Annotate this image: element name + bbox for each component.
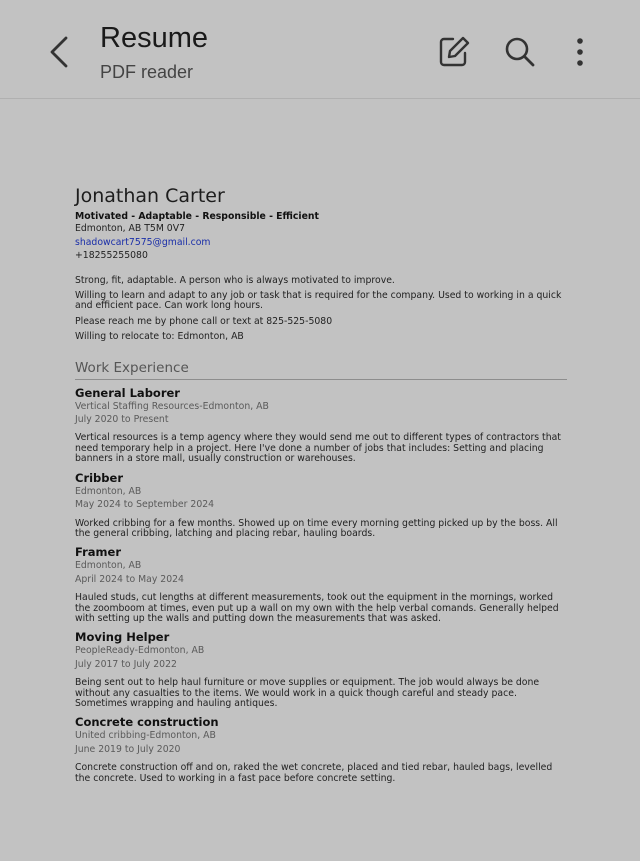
search-icon — [500, 32, 540, 72]
job-company: United cribbing-Edmonton, AB — [75, 730, 216, 742]
job-dates: June 2019 to July 2020 — [75, 743, 181, 755]
resume-phone: +18255255080 — [75, 250, 148, 262]
job-title: General Laborer — [75, 385, 180, 400]
edit-button[interactable] — [434, 32, 474, 72]
resume-tagline: Motivated - Adaptable - Responsible - Efficient — [75, 211, 319, 222]
job-entry — [75, 386, 567, 465]
job-company: PeopleReady-Edmonton, AB — [75, 645, 205, 657]
job-company: Edmonton, AB — [75, 485, 142, 497]
job-title: Framer — [75, 545, 122, 560]
job-description: Vertical resources is a temp agency where they would send me out to different types of contractors that need temporary help in a project. Here I've done a number of jobs that includes: Setting and placing banners in a store mall, usually construction or warehouses. — [75, 432, 561, 465]
app-title: Resume — [100, 22, 208, 54]
job-dates: May 2024 to September 2024 — [75, 499, 215, 511]
job-title: Concrete construction — [75, 715, 219, 730]
search-button[interactable] — [500, 32, 540, 72]
resume-summary — [75, 276, 567, 343]
summary-paragraph: Willing to relocate to: Edmonton, AB — [75, 331, 244, 343]
job-entry — [75, 715, 567, 784]
back-arrow-icon — [40, 30, 80, 74]
job-description: Concrete construction off and on, raked the wet concrete, placed and tied rebar, hauled bags, levelled the concrete. Used to working in a fast pace before concrete setting. — [75, 762, 553, 784]
summary-paragraph: Strong, fit, adaptable. A person who is always motivated to improve. — [75, 274, 395, 286]
job-title: Moving Helper — [75, 630, 170, 645]
resume-location: Edmonton, AB T5M 0V7 — [75, 223, 186, 235]
summary-paragraph: Willing to learn and adapt to any job or task that is required for the company. Used to working in a quick and efficient pace. Can work long hours. — [75, 290, 562, 312]
job-entry — [75, 471, 567, 540]
summary-paragraph: Please reach me by phone call or text at 825-525-5080 — [75, 315, 333, 327]
back-button[interactable] — [40, 30, 80, 74]
edit-icon — [434, 32, 474, 72]
job-title: Cribber — [75, 470, 123, 485]
job-description: Being sent out to help haul furniture or move supplies or equipment. The job would always be done without any casualties to the items. We would work in a quick though careful and steady pace. Sometimes wrapping and hauling antiques. — [75, 677, 540, 709]
resume-email-link[interactable]: shadowcart7575@gmail.com — [75, 236, 211, 248]
work-experience-heading: Work Experience — [75, 359, 567, 380]
job-dates: July 2017 to July 2022 — [75, 658, 177, 670]
job-entry — [75, 545, 567, 624]
job-company: Edmonton, AB — [75, 560, 142, 572]
job-company: Vertical Staffing Resources-Edmonton, AB — [75, 400, 269, 412]
app-subtitle: PDF reader — [100, 62, 194, 82]
job-description: Hauled studs, cut lengths at different measurements, took out the equipment in the mornings, worked the zoomboom at times, even put up a wall on my own with the help verbal comands. Generally helped with setting up the walls and putting down the measurements that was asked. — [75, 592, 559, 624]
resume-name: Jonathan Carter — [75, 185, 225, 207]
job-entry — [75, 630, 567, 709]
more-options-button[interactable] — [560, 32, 600, 72]
job-dates: April 2024 to May 2024 — [75, 573, 184, 585]
app-bar — [0, 0, 640, 99]
resume-document — [75, 184, 567, 784]
job-description: Worked cribbing for a few months. Showed up on time every morning getting picked up by the boss. All the general cribbing, latching and placing rebar, hauling boards. — [75, 517, 558, 539]
job-dates: July 2020 to Present — [75, 414, 169, 426]
more-vertical-icon — [560, 32, 600, 72]
